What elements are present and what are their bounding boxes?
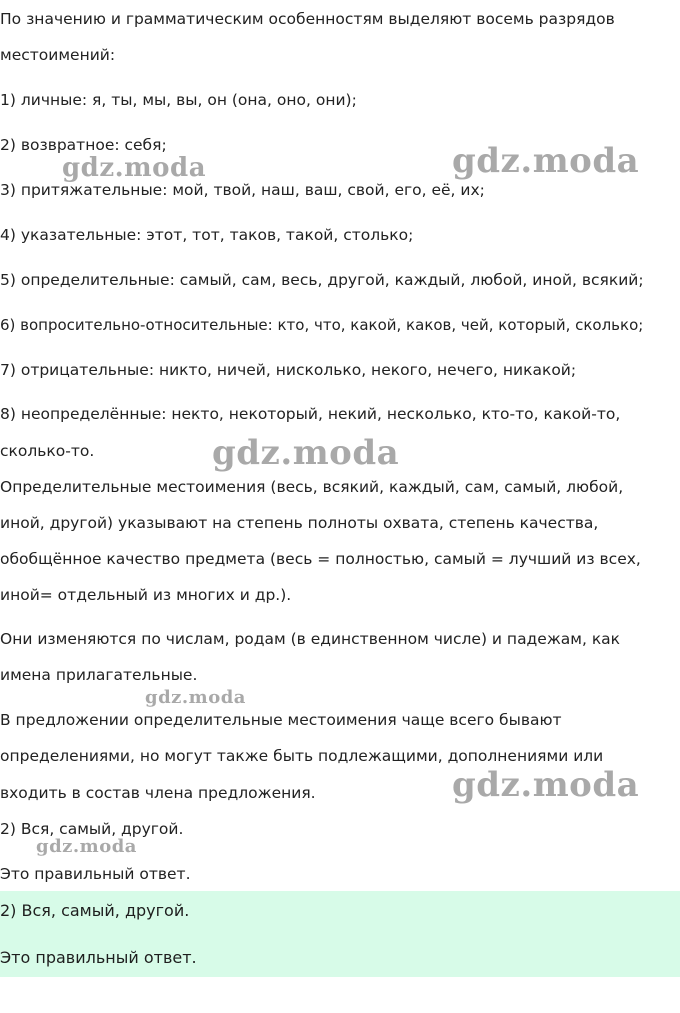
watermark-logo: gdz.moda xyxy=(36,836,137,857)
text-line-4: 2) возвратное: себя; xyxy=(0,136,167,154)
text-line-6: 4) указательные: этот, тот, таков, такой, столько; xyxy=(0,226,414,244)
text-line-11: сколько-то. xyxy=(0,442,95,460)
watermark-logo: gdz.moda xyxy=(145,687,246,708)
text-line-20: входить в состав члена предложения. xyxy=(0,784,316,802)
text-line-9: 7) отрицательные: никто, ничей, нисколько, некого, нечего, никакой; xyxy=(0,361,577,379)
answer-highlight-box xyxy=(0,891,680,977)
text-line-14: обобщённое качество предмета (весь = полностью, самый = лучший из всех, xyxy=(0,550,641,568)
text-line-3: 1) личные: я, ты, мы, вы, он (она, оно, они); xyxy=(0,91,357,109)
answer-choice: 2) Вся, самый, другой. xyxy=(0,901,190,920)
text-line-8: 6) вопросительно-относительные: кто, что, какой, каков, чей, который, сколько; xyxy=(0,316,644,334)
text-line-17: имена прилагательные. xyxy=(0,666,198,684)
text-line-19: определениями, но могут также быть подлежащими, дополнениями или xyxy=(0,747,604,765)
text-line-16: Они изменяются по числам, родам (в единственном числе) и падежам, как xyxy=(0,630,621,648)
watermark-logo: gdz.moda xyxy=(62,153,207,183)
watermark-logo: gdz.moda xyxy=(452,141,640,181)
text-line-1: По значению и грамматическим особенностям выделяют восемь разрядов xyxy=(0,10,615,28)
text-line-5: 3) притяжательные: мой, твой, наш, ваш, свой, его, её, их; xyxy=(0,181,485,199)
text-line-15: иной= отдельный из многих и др.). xyxy=(0,586,292,604)
text-line-21: 2) Вся, самый, другой. xyxy=(0,820,184,838)
text-line-7: 5) определительные: самый, сам, весь, другой, каждый, любой, иной, всякий; xyxy=(0,271,644,289)
watermark-logo: gdz.moda xyxy=(452,765,640,805)
text-line-2: местоимений: xyxy=(0,46,116,64)
text-line-18: В предложении определительные местоимения чаще всего бывают xyxy=(0,711,562,729)
text-line-12: Определительные местоимения (весь, всякий, каждый, сам, самый, любой, xyxy=(0,478,624,496)
text-line-22: Это правильный ответ. xyxy=(0,865,191,883)
text-line-10: 8) неопределённые: некто, некоторый, некий, несколько, кто-то, какой-то, xyxy=(0,405,621,423)
watermark-logo: gdz.moda xyxy=(212,433,400,473)
answer-verdict: Это правильный ответ. xyxy=(0,948,197,967)
text-line-13: иной, другой) указывают на степень полноты охвата, степень качества, xyxy=(0,514,599,532)
